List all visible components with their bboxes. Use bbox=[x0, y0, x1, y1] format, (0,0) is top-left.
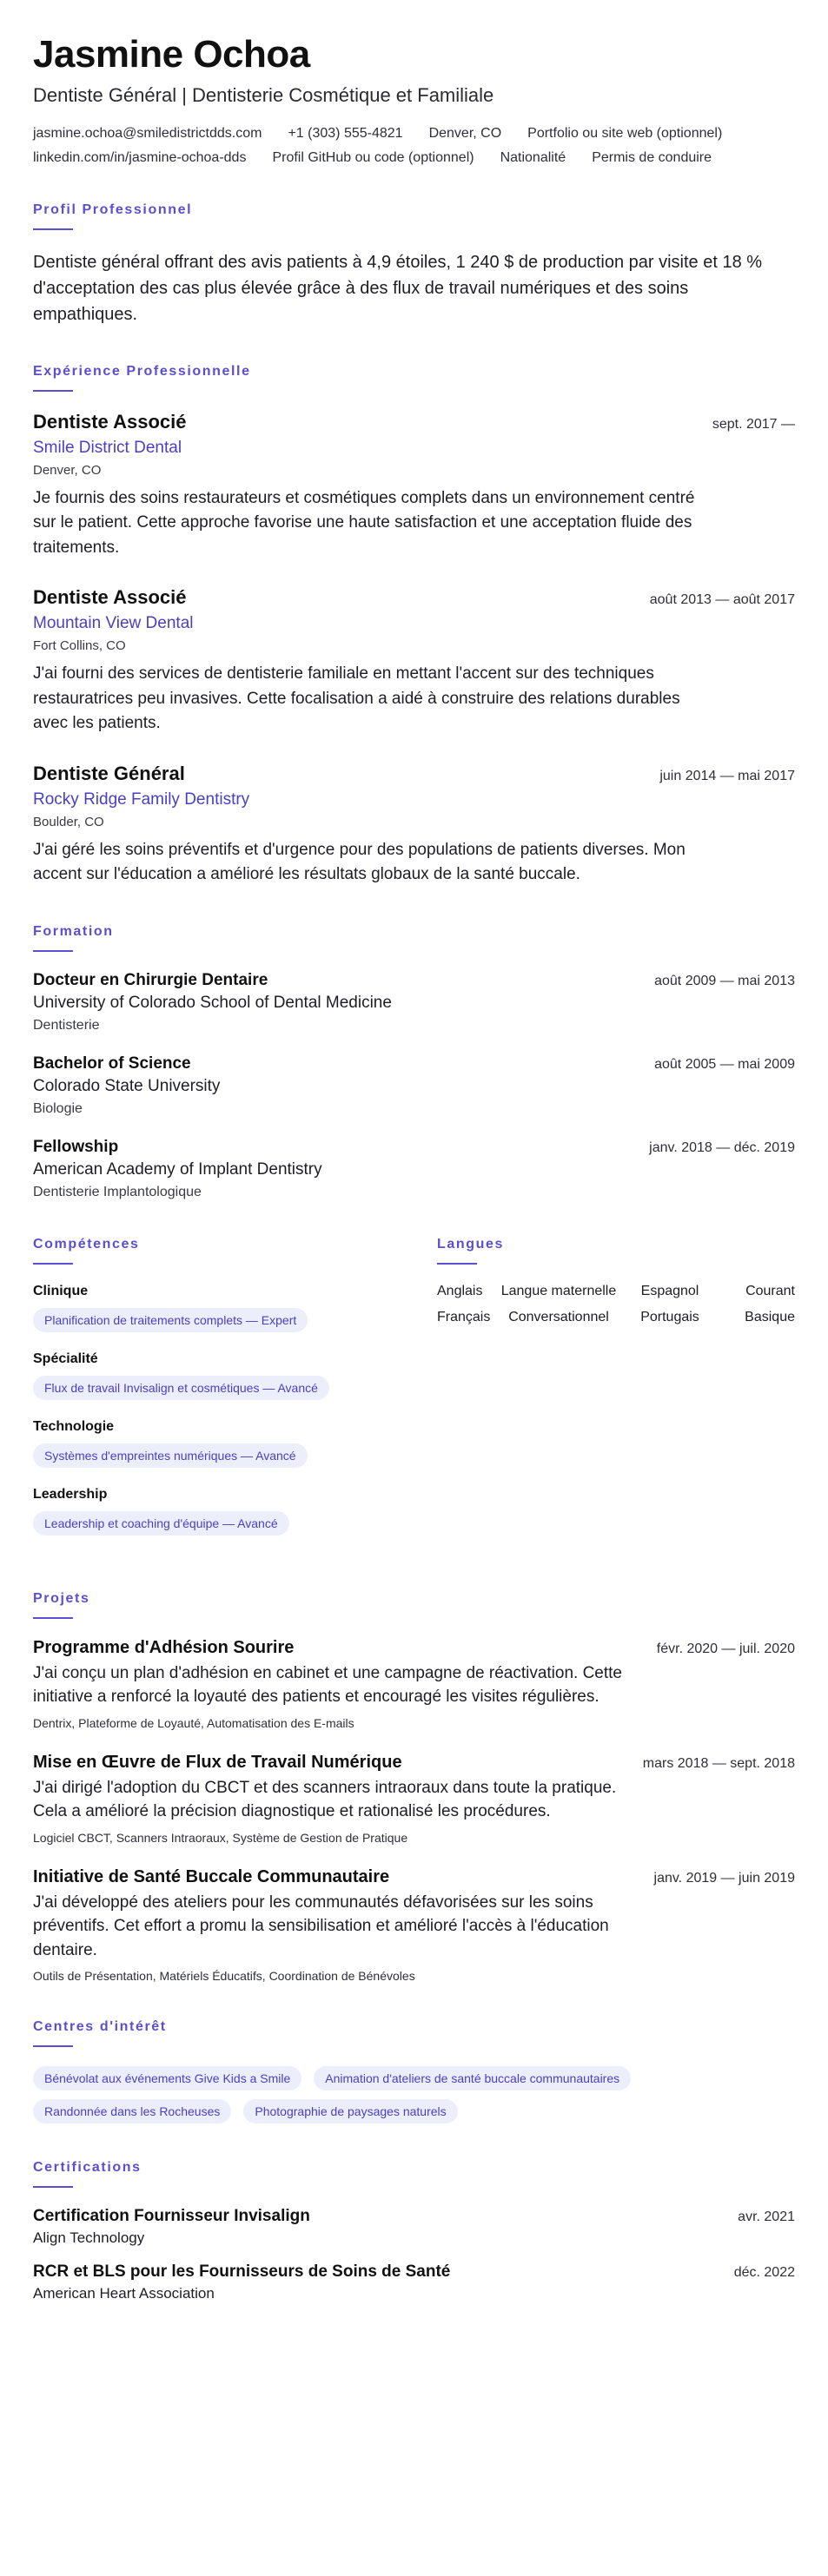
field-of-study: Biologie bbox=[33, 1100, 83, 1116]
job-date: juin 2014 — mai 2017 bbox=[659, 768, 795, 783]
education-date: janv. 2018 — déc. 2019 bbox=[649, 1139, 795, 1155]
skill-category: Clinique bbox=[33, 1283, 89, 1298]
projects-section bbox=[33, 1591, 795, 1984]
section-title: Centres d'intérêt bbox=[33, 2019, 167, 2035]
experience-entry bbox=[33, 763, 795, 888]
candidate-name: Jasmine Ochoa bbox=[33, 33, 310, 76]
education-date: août 2005 — mai 2009 bbox=[654, 1056, 795, 1072]
job-date: sept. 2017 — bbox=[712, 416, 795, 432]
job-location: Fort Collins, CO bbox=[33, 638, 126, 654]
skills-section bbox=[33, 1237, 385, 1555]
section-title: Projets bbox=[33, 1590, 90, 1606]
field-of-study: Dentisterie Implantologique bbox=[33, 1184, 202, 1199]
job-date: août 2013 — août 2017 bbox=[649, 592, 795, 608]
language-name: Espagnol bbox=[640, 1283, 699, 1298]
job-description: J'ai fourni des services de dentisterie familiale en mettant l'accent sur des techniques restauratrices peu invasives. Cette focalisation a aidé à construire des relations durables avec les patients. bbox=[33, 664, 680, 733]
contact-portfolio[interactable]: Portfolio ou site web (optionnel) bbox=[527, 125, 723, 141]
school: American Academy of Implant Dentistry bbox=[33, 1159, 322, 1179]
job-location: Boulder, CO bbox=[33, 814, 104, 829]
school: University of Colorado School of Dental Medicine bbox=[33, 993, 392, 1012]
skill-category: Spécialité bbox=[33, 1351, 98, 1366]
degree: Bachelor of Science bbox=[33, 1054, 191, 1073]
company-name: Rocky Ridge Family Dentistry bbox=[33, 789, 250, 809]
degree: Fellowship bbox=[33, 1137, 119, 1156]
project-title: Mise en Œuvre de Flux de Travail Numérique bbox=[33, 1752, 402, 1772]
contact-github[interactable]: Profil GitHub ou code (optionnel) bbox=[272, 149, 474, 165]
project-title: Initiative de Santé Buccale Communautaire bbox=[33, 1866, 390, 1886]
education-entry bbox=[33, 1138, 795, 1200]
education-section bbox=[33, 924, 795, 1200]
languages-section bbox=[437, 1237, 795, 1555]
project-date: févr. 2020 — juil. 2020 bbox=[656, 1641, 795, 1656]
resume-header bbox=[33, 33, 795, 166]
language-level: Conversationnel bbox=[508, 1309, 609, 1324]
section-divider bbox=[33, 1617, 73, 1619]
company-name: Mountain View Dental bbox=[33, 614, 194, 633]
job-description: Je fournis des soins restaurateurs et cosmétiques complets dans un environnement centré sur le patient. Cette approche favorise une haute satisfaction et une acceptation fluide des traitements. bbox=[33, 488, 695, 557]
job-description: J'ai géré les soins préventifs et d'urgence pour des populations de patients diverses. Mon accent sur l'éducation a amélioré les résultats globaux de la santé buccale. bbox=[33, 840, 686, 884]
project-description: J'ai dirigé l'adoption du CBCT et des scanners intraoraux dans toute la pratique. Cela a amélioré la précision diagnostique et rationalisé les procédures. bbox=[33, 1778, 617, 1821]
interests-section bbox=[33, 2019, 795, 2124]
contact-email[interactable]: jasmine.ochoa@smiledistrictdds.com bbox=[33, 125, 262, 141]
certification-name: Certification Fournisseur Invisalign bbox=[33, 2207, 310, 2226]
candidate-title: Dentiste Général | Dentisterie Cosmétique et Familiale bbox=[33, 83, 494, 106]
skill-group bbox=[33, 1351, 385, 1400]
profile-summary: Dentiste général offrant des avis patients à 4,9 étoiles, 1 240 $ de production par visite et 18 % d'acceptation des cas plus élevée grâce à des flux de travail numériques et des soins empathiques. bbox=[33, 252, 763, 324]
project-description: J'ai conçu un plan d'adhésion en cabinet et une campagne de réactivation. Cette initiative a renforcé la loyauté des patients et encouragé les visites régulières. bbox=[33, 1663, 622, 1707]
project-date: janv. 2019 — juin 2019 bbox=[653, 1870, 795, 1886]
interest-pill: Randonnée dans les Rocheuses bbox=[33, 2099, 231, 2124]
certification-date: avr. 2021 bbox=[738, 2209, 795, 2225]
project-title: Programme d'Adhésion Sourire bbox=[33, 1637, 295, 1657]
school: Colorado State University bbox=[33, 1076, 221, 1095]
contact-driving-license: Permis de conduire bbox=[592, 149, 712, 165]
certifications-section bbox=[33, 2160, 795, 2302]
job-title: Dentiste Associé bbox=[33, 410, 187, 433]
language-name: Anglais bbox=[437, 1283, 483, 1298]
language-name: Français bbox=[437, 1309, 491, 1324]
section-divider bbox=[33, 2186, 73, 2188]
skill-category: Technologie bbox=[33, 1418, 115, 1434]
section-divider bbox=[33, 1263, 73, 1265]
language-name: Portugais bbox=[640, 1309, 699, 1324]
skill-pill: Systèmes d'empreintes numériques — Avancé bbox=[33, 1443, 308, 1468]
education-entry bbox=[33, 971, 795, 1034]
project-entry bbox=[33, 1638, 795, 1730]
profile-section bbox=[33, 202, 795, 327]
languages-grid bbox=[437, 1284, 795, 1325]
section-divider bbox=[33, 390, 73, 392]
job-title: Dentiste Général bbox=[33, 762, 185, 784]
skill-category: Leadership bbox=[33, 1486, 108, 1502]
skill-group bbox=[33, 1419, 385, 1468]
job-location: Denver, CO bbox=[33, 462, 102, 478]
contact-nationality: Nationalité bbox=[500, 149, 566, 165]
section-title: Compétences bbox=[33, 1236, 140, 1252]
skill-pill: Leadership et coaching d'équipe — Avancé bbox=[33, 1511, 289, 1536]
certification-date: déc. 2022 bbox=[733, 2265, 795, 2281]
section-divider bbox=[33, 950, 73, 952]
interest-pill: Bénévolat aux événements Give Kids a Smile bbox=[33, 2066, 301, 2091]
section-title: Certifications bbox=[33, 2160, 142, 2176]
education-date: août 2009 — mai 2013 bbox=[654, 973, 795, 988]
language-level: Langue maternelle bbox=[500, 1283, 617, 1298]
certification-entry bbox=[33, 2207, 795, 2247]
skill-pill: Planification de traitements complets — Expert bbox=[33, 1308, 308, 1332]
education-entry bbox=[33, 1054, 795, 1117]
section-title: Profil Professionnel bbox=[33, 201, 193, 217]
interest-pill: Photographie de paysages naturels bbox=[243, 2099, 457, 2124]
section-divider bbox=[437, 1263, 477, 1265]
project-tech: Outils de Présentation, Matériels Éducatifs, Coordination de Bénévoles bbox=[33, 1969, 415, 1984]
section-divider bbox=[33, 228, 73, 230]
company-name: Smile District Dental bbox=[33, 438, 182, 457]
project-tech: Dentrix, Plateforme de Loyauté, Automatisation des E-mails bbox=[33, 1715, 354, 1730]
experience-section bbox=[33, 364, 795, 888]
language-level: Courant bbox=[745, 1283, 795, 1298]
job-title: Dentiste Associé bbox=[33, 586, 187, 609]
project-description: J'ai développé des ateliers pour les communautés défavorisées sur les soins préventifs. Cet effort a promu la sensibilisation et amélioré l'accès à l'éducation dentaire. bbox=[33, 1892, 609, 1959]
section-title: Langues bbox=[437, 1236, 504, 1252]
contact-location: Denver, CO bbox=[428, 125, 502, 141]
degree: Docteur en Chirurgie Dentaire bbox=[33, 970, 268, 989]
interest-pill: Animation d'ateliers de santé buccale communautaires bbox=[314, 2066, 631, 2091]
contact-list bbox=[33, 126, 795, 166]
project-entry bbox=[33, 1867, 795, 1984]
experience-entry bbox=[33, 411, 795, 561]
section-divider bbox=[33, 2045, 73, 2047]
field-of-study: Dentisterie bbox=[33, 1017, 100, 1033]
project-tech: Logiciel CBCT, Scanners Intraoraux, Système de Gestion de Pratique bbox=[33, 1830, 408, 1845]
skill-group bbox=[33, 1284, 385, 1332]
skill-pill: Flux de travail Invisalign et cosmétiques — Avancé bbox=[33, 1376, 329, 1400]
experience-entry bbox=[33, 586, 795, 736]
contact-linkedin[interactable]: linkedin.com/in/jasmine-ochoa-dds bbox=[33, 149, 247, 165]
skills-languages-row bbox=[33, 1237, 795, 1555]
certification-issuer: American Heart Association bbox=[33, 2285, 215, 2302]
section-title: Expérience Professionnelle bbox=[33, 363, 251, 379]
project-date: mars 2018 — sept. 2018 bbox=[642, 1755, 795, 1771]
language-level: Basique bbox=[745, 1309, 795, 1324]
skill-group bbox=[33, 1487, 385, 1536]
contact-phone[interactable]: +1 (303) 555-4821 bbox=[288, 125, 403, 141]
project-entry bbox=[33, 1753, 795, 1845]
certification-entry bbox=[33, 2262, 795, 2302]
certification-issuer: Align Technology bbox=[33, 2229, 145, 2247]
certification-name: RCR et BLS pour les Fournisseurs de Soins de Santé bbox=[33, 2262, 451, 2282]
interests-list bbox=[33, 2066, 728, 2124]
section-title: Formation bbox=[33, 923, 114, 939]
